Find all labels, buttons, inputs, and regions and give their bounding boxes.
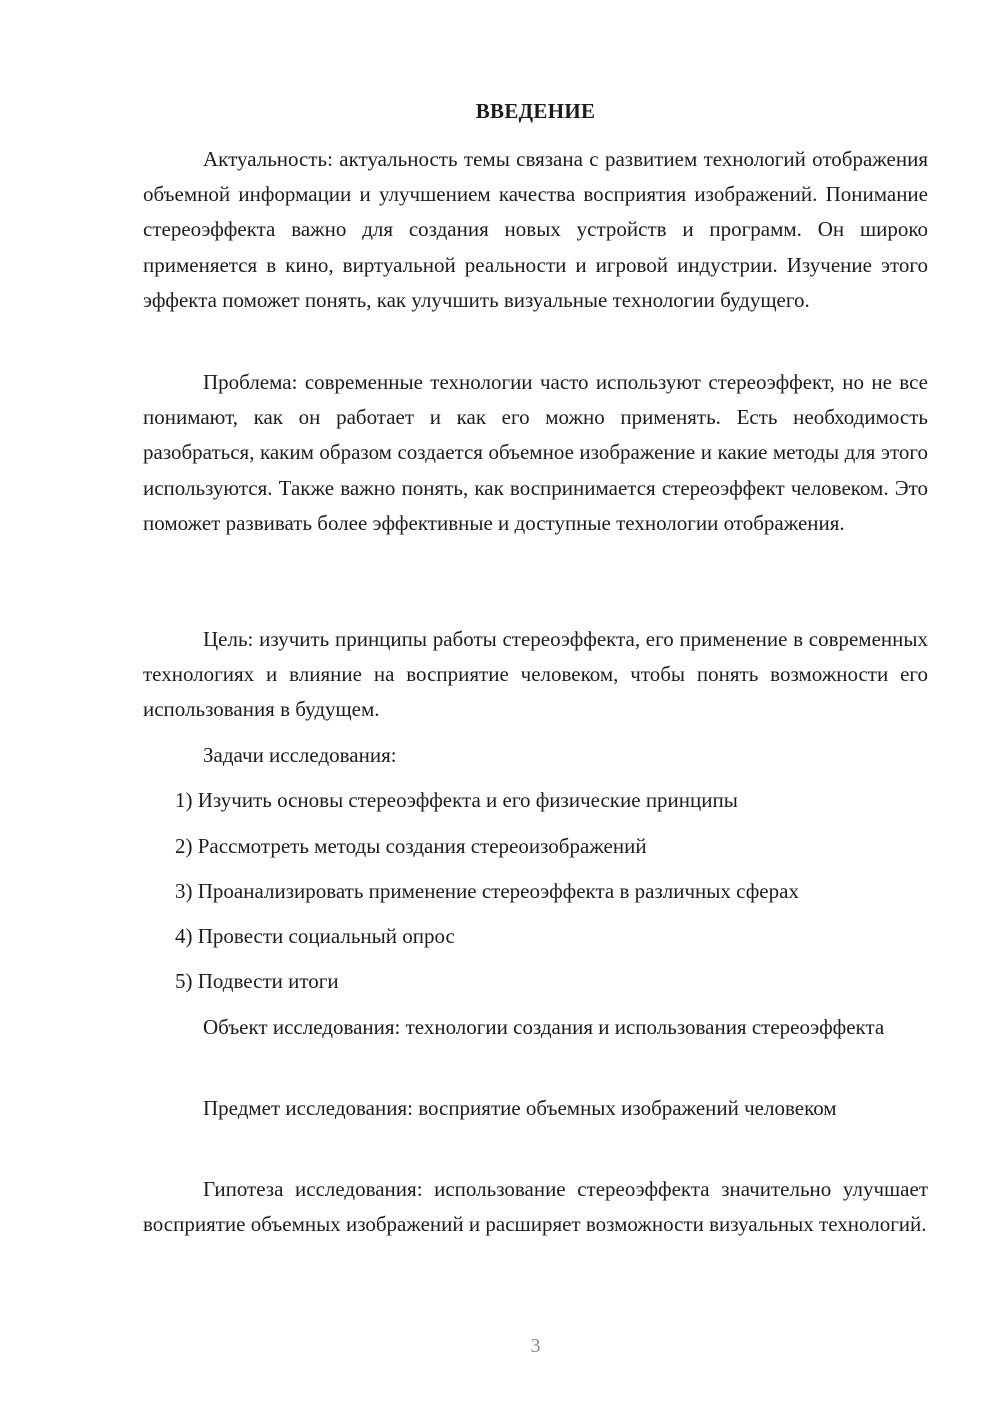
task-item: 4) Провести социальный опрос [175,924,455,948]
page-number: 3 [530,1335,541,1357]
subject-paragraph: Предмет исследования: восприятие объемных изображений человеком [203,1096,837,1120]
task-item: 1) Изучить основы стереоэффекта и его физические принципы [175,788,738,812]
problem-paragraph: Проблема: современные технологии часто используют стереоэффект, но не все понимают, как он работает и как его можно применять. Есть необходимость разобраться, каким образом создается объемное изображение и какие методы для этого используются. Также важно понять, как воспринимается стереоэффект человеком. Это поможет развивать более эффективные и доступные технологии отображения. [143,370,928,535]
task-item: 2) Рассмотреть методы создания стереоизображений [175,834,647,858]
task-item: 3) Проанализировать применение стереоэффекта в различных сферах [175,879,799,903]
relevance-paragraph: Актуальность: актуальность темы связана с развитием технологий отображения объемной информации и улучшением качества восприятия изображений. Понимание стереоэффекта важно для создания новых устройств и программ. Он широко применяется в кино, виртуальной реальности и игровой индустрии. Изучение этого эффекта поможет понять, как улучшить визуальные технологии будущего. [143,147,928,312]
page-title: ВВЕДЕНИЕ [475,99,596,123]
hypothesis-paragraph: Гипотеза исследования: использование стереоэффекта значительно улучшает восприятие объемных изображений и расширяет возможности визуальных технологий. [143,1177,928,1237]
tasks-heading: Задачи исследования: [203,743,397,767]
task-item: 5) Подвести итоги [175,969,339,993]
object-paragraph: Объект исследования: технологии создания и использования стереоэффекта [203,1015,885,1039]
goal-paragraph: Цель: изучить принципы работы стереоэффекта, его применение в современных технологиях и влияние на восприятие человеком, чтобы понять возможности его использования в будущем. [143,627,928,722]
